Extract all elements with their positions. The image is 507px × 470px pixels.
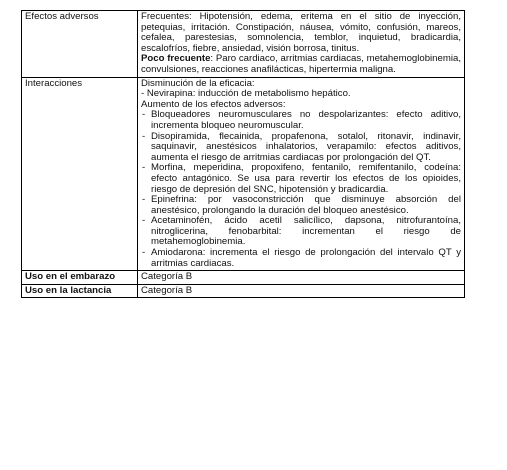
label-efectos-adversos: Efectos adversos xyxy=(22,11,138,78)
disminucion-item: - Nevirapina: inducción de metabolismo hepático. xyxy=(141,88,351,100)
row-lactancia xyxy=(22,284,465,298)
label-interacciones: Interacciones xyxy=(22,77,138,271)
list-item: - Bloqueadores neuromusculares no despolarizantes: efecto aditivo, incrementa bloqueo neuromuscular. xyxy=(141,110,461,131)
row-embarazo xyxy=(22,271,465,285)
row-efectos-adversos xyxy=(22,11,465,78)
value-lactancia: Categoría B xyxy=(138,284,465,298)
row-interacciones xyxy=(22,77,465,271)
drug-info-table xyxy=(21,10,465,298)
label-embarazo: Uso en el embarazo xyxy=(22,271,138,285)
list-item: - Acetaminofén, ácido acetil salicílico, dapsona, nitrofurantoína, nitroglicerina, fenobarbital: incrementan el riesgo de metahemoglobinemia. xyxy=(141,216,461,248)
frecuentes-text: Frecuentes: Hipotensión, edema, eritema en el sitio de inyección, petequias, irritación. Constipación, náusea, vómito, confusión, mareos, cefalea, parestesias, somnolencia, temblor, inquietud, bradicardia, escalofríos, fiebre, ansiedad, visión borrosa, tinitus. xyxy=(141,11,461,54)
list-item: - Disopiramida, flecainida, propafenona, sotalol, ritonavir, indinavir, saquinavir, anestésicos inhalatorios, verapamilo: efectos aditivos, aumenta el riesgo de arritmias cardiacas por prolongación del QT. xyxy=(141,132,461,164)
list-item: - Morfina, meperidina, propoxifeno, fentanilo, remifentanilo, codeína: efecto antagónico. Se usa para revertir los efectos de los opioides, riesgo de depresión del SNC, hipotensión y bradicardia. xyxy=(141,163,461,195)
poco-frecuente-text: : Paro cardiaco, arritmias cardiacas, metahemoglobinemia, convulsiones, reacciones anafilácticas, hipertermia maligna. xyxy=(141,53,461,75)
value-embarazo: Categoría B xyxy=(138,271,465,285)
label-lactancia: Uso en la lactancia xyxy=(22,284,138,298)
list-item: - Amiodarona: incrementa el riesgo de prolongación del intervalo QT y arritmias cardiacas. xyxy=(141,248,461,269)
poco-frecuente-paragraph xyxy=(141,54,461,75)
list-item: - Epinefrina: por vasoconstricción que disminuye absorción del anestésico, prolongando la duración del bloqueo anestésico. xyxy=(141,195,461,216)
disminucion-title: Disminución de la eficacia: xyxy=(141,77,255,89)
aumento-title: Aumento de los efectos adversos: xyxy=(141,98,286,110)
value-efectos-adversos xyxy=(138,11,465,78)
poco-frecuente-label: Poco frecuente xyxy=(141,53,211,65)
value-interacciones xyxy=(138,77,465,271)
interaction-list xyxy=(141,110,461,269)
